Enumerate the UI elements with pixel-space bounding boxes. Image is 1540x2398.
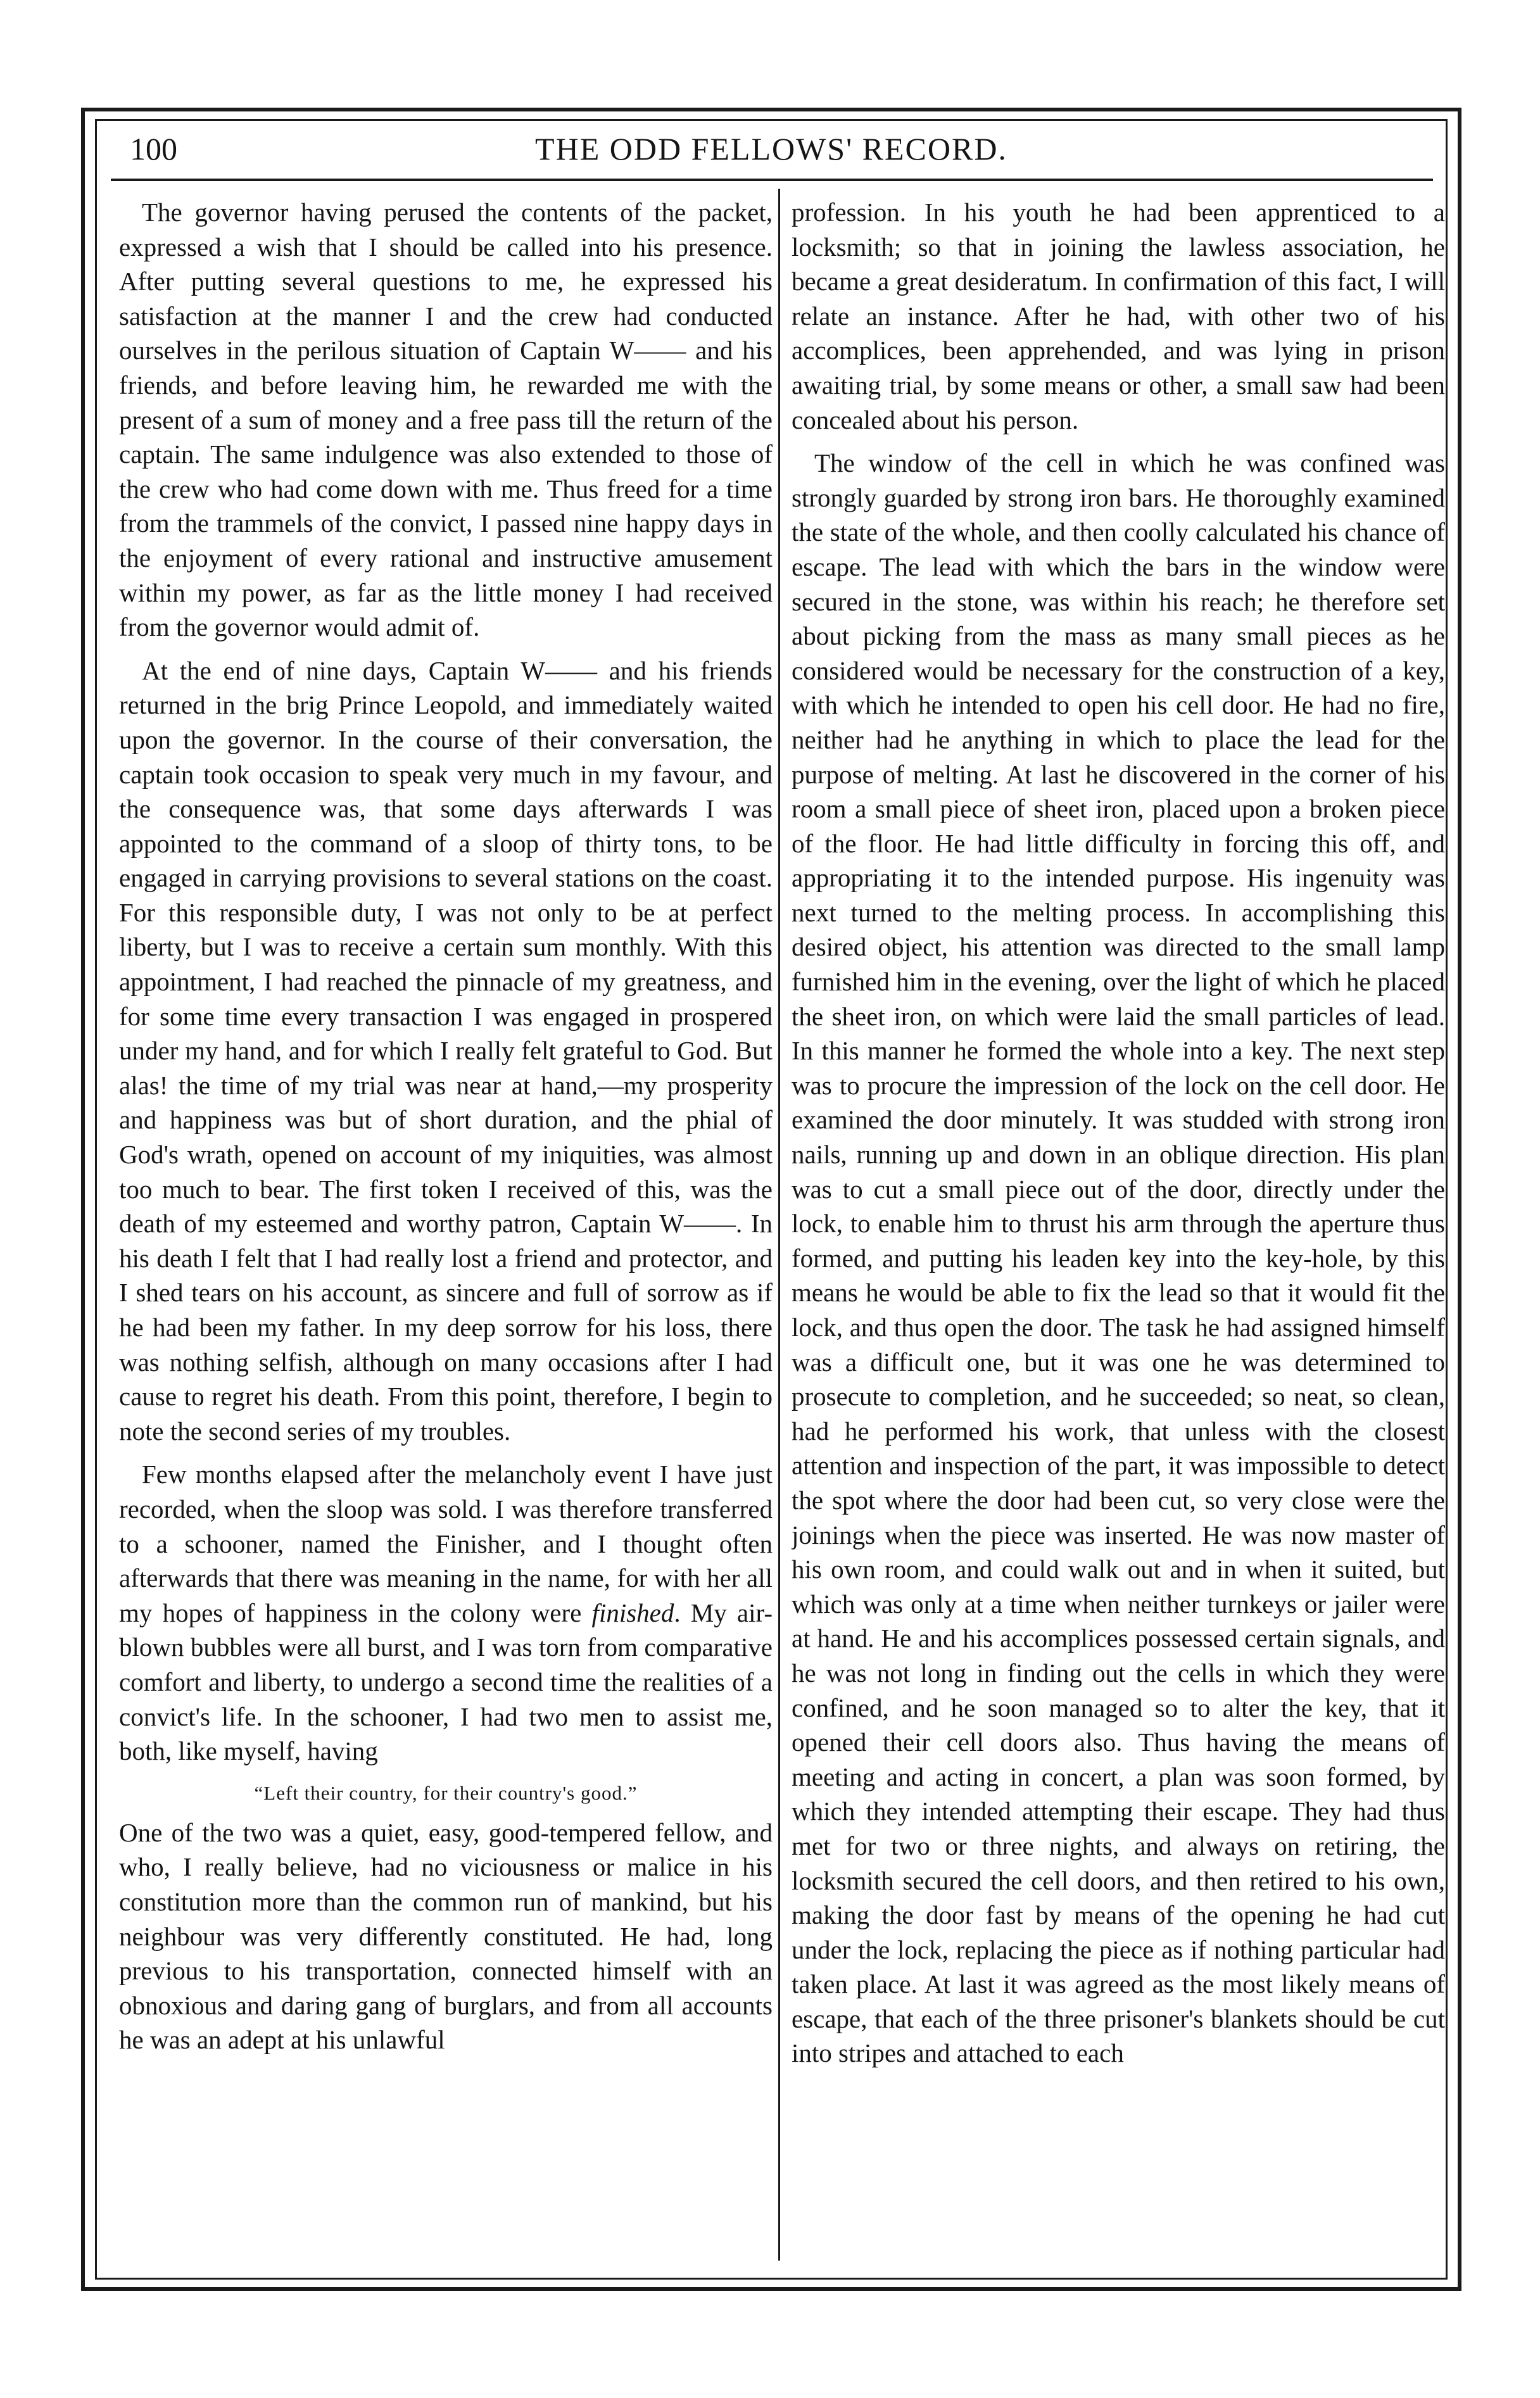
italic-word: finished (591, 1598, 674, 1627)
paragraph: profession. In his youth he had been apprenticed to a locksmith; so that in joining the lawless association, he became a great desideratum. In confirmation of this fact, I will relate an instance. After he had, with other two of his accomplices, been apprehended, and was lying in prison awaiting trial, by some means or other, a small saw had been concealed about his person. (792, 198, 1445, 434)
paragraph-text: Few months elapsed after the melancholy event I have just recorded, when the sloop was sold. I was therefore transferred to a schooner, named the Finisher, and I thought often afterwards that there was meaning in the name, for with her all my hopes of happiness in the colony were (119, 1460, 773, 1627)
right-column (792, 195, 1445, 2266)
paragraph: One of the two was a quiet, easy, good-tempered fellow, and who, I really believe, had no viciousness or malice in his constitution more than the common run of mankind, but his neighbour was very differently constituted. He had, long previous to his transportation, connected himself with an obnoxious and daring gang of burglars, and from all accounts he was an adept at his unlawful (119, 1817, 773, 2055)
paragraph-text: . My air-blown bubbles were all burst, and I was torn from comparative comfort and liberty, to undergo a second time the realities of a convict's life. In the schooner, I had two men to assist me, both, like myself, having (119, 1598, 773, 1766)
paragraph: At the end of nine days, Captain W—— and his friends returned in the brig Prince Leopold, and immediately waited upon the governor. In the course of their conversation, the captain took occasion to speak very much in my favour, and the consequence was, that some days afterwards I was appointed to the command of a sloop of thirty tons, to be engaged in carrying provisions to several stations on the coast. For this responsible duty, I was not only to be at perfect liberty, but I was to receive a certain sum monthly. With this appointment, I had reached the pinnacle of my greatness, and for some time every transaction I was engaged in prospered under my hand, and for which I really felt grateful to God. But alas! the time of my trial was near at hand,—my prosperity and happiness was but of short duration, and the phial of God's wrath, opened on account of my iniquities, was almost too much to bear. The first token I received of this, was the death of my esteemed and worthy patron, Captain W——. In his death I felt that I had really lost a friend and protector, and I shed tears on his account, as sincere and full of sorrow as if he had been my father. In my deep sorrow for his loss, there was nothing selfish, although on many occasions after I had cause to regret his death. From this point, therefore, I begin to note the second series of my troubles. (119, 655, 773, 1446)
paragraph: The window of the cell in which he was confined was strongly guarded by strong iron bars. He thoroughly examined the state of the whole, and then coolly calculated his chance of escape. The lead with which the bars in the window were secured in the stone, was within his reach; he therefore set about picking from the mass as many small pieces as he considered would be necessary for the construction of a key, with which he intended to open his cell door. He had no fire, neither had he anything in which to place the lead for the purpose of melting. At last he discovered in the corner of his room a small piece of sheet iron, placed upon a broken piece of the floor. He had little difficulty in forcing this off, and appropriating it to the intended purpose. His ingenuity was next turned to the melting process. In accomplishing this desired object, his attention was directed to the small lamp furnished him in the evening, over the light of which he placed the sheet iron, on which were laid the small particles of lead. In this manner he formed the whole into a key. The next step was to procure the impression of the lock on the cell door. He examined the door minutely. It was studded with strong iron nails, running up and down in an oblique direction. His plan was to cut a small piece out of the door, directly under the lock, to enable him to thrust his arm through the aperture thus formed, and putting his leaden key into the key-hole, by this means he would be able to fix the lead so that it would fit the lock, and thus open the door. The task he had assigned himself was a difficult one, but it was one he was determined to prosecute to completion, and he succeeded; so neat, so clean, had he performed his work, that unless with the closest attention and inspection of the part, it was impossible to detect the spot where the door had been cut, so very close were the joinings when the piece was inserted. He was now master of his own room, and could walk out and in when it suited, but which was only at a time when neither turnkeys or jailer were at hand. He and his accomplices possessed certain signals, and he was not long in finding out the cells in which they were confined, and he soon managed so to alter the key, that it opened their cell doors also. Thus having the means of meeting and acting in concert, a plan was soon formed, by which they intended attempting their escape. They had thus met for two or three nights, and always on retiring, the locksmith secured the cell doors, and then retired to his own, making the door fast by means of the opening he had cut under the lock, replacing the piece as if nothing particular had taken place. At last it was agreed as the most likely means of escape, that each of the three prisoner's blankets should be cut into stripes and attached to each (792, 448, 1445, 2068)
left-column (119, 195, 773, 2266)
header-rule (111, 179, 1433, 181)
running-title: THE ODD FELLOWS' RECORD. (535, 131, 1007, 167)
paragraph: The governor having perused the contents of the packet, expressed a wish that I should be called into his presence. After putting several questions to me, he expressed his satisfaction at the manner I and the crew had conducted ourselves in the perilous situation of Captain W—— and his friends, and before leaving him, he rewarded me with the present of a sum of money and a free pass till the return of the captain. The same indulgence was also extended to those of the crew who had come down with me. Thus freed for a time from the trammels of the convict, I passed nine happy days in the enjoyment of every rational and instructive amusement within my power, as far as the little money I had received from the governor would admit of. (119, 198, 773, 642)
paragraph (119, 1457, 773, 1768)
column-divider (778, 189, 780, 2261)
verse-quote: “Left their country, for their country's good.” (254, 1781, 638, 1804)
page-number: 100 (130, 131, 177, 167)
